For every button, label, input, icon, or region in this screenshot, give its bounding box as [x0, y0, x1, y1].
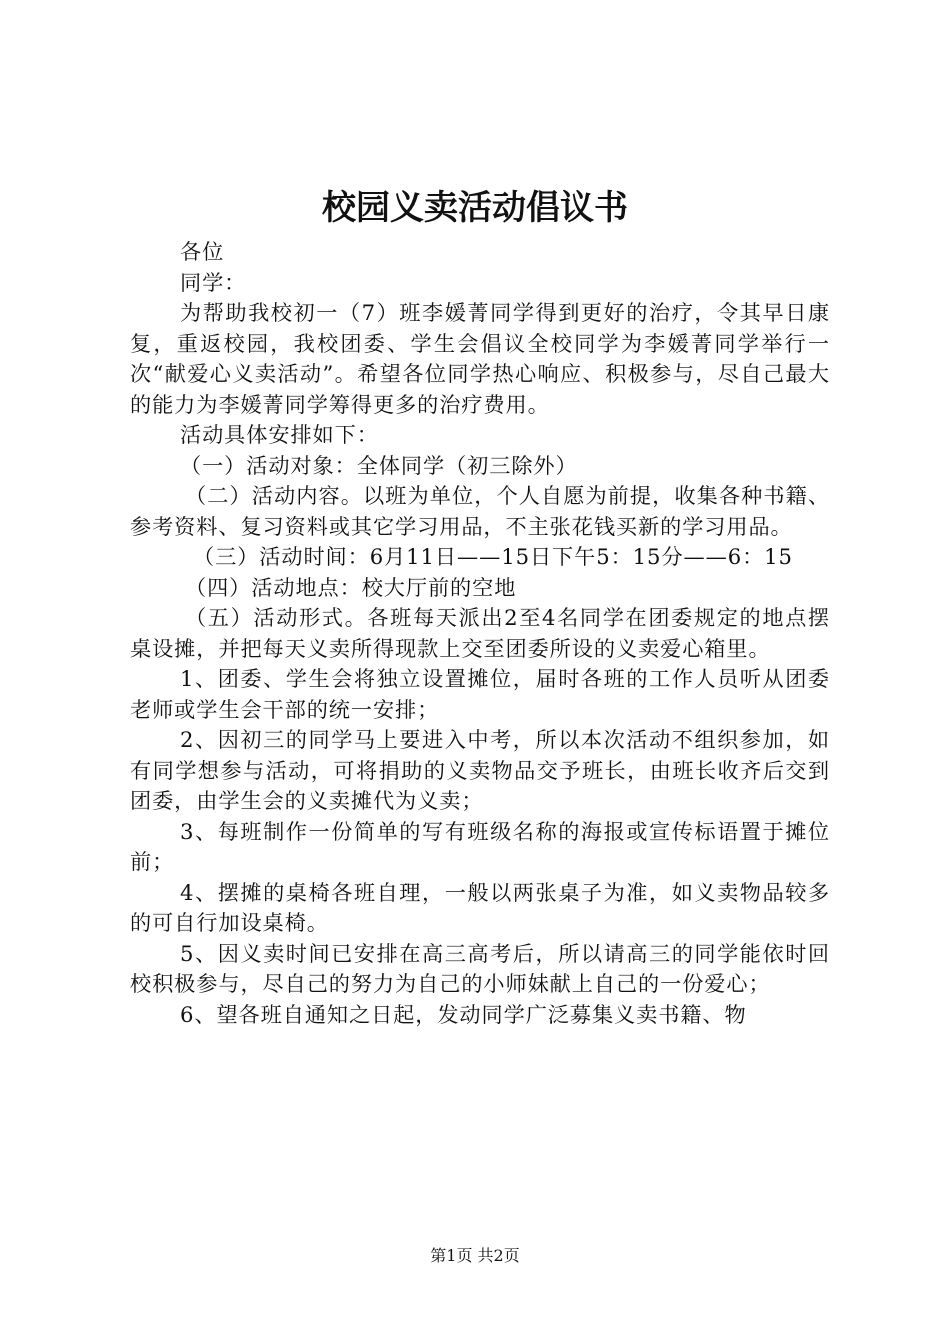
salutation-line-1: 各位: [180, 239, 225, 264]
document-body: [130, 237, 830, 1030]
rule-item-5: 5、因义卖时间已安排在高三高考后，所以请高三的同学能依时回校积极参与，尽自己的努力为自己的小师妹献上自己的一份爱心；: [130, 940, 830, 996]
rule-item-6: 6、望各班自通知之日起，发动同学广泛募集义卖书籍、物: [180, 1001, 747, 1027]
item-content: （二）活动内容。以班为单位，个人自愿为前提，收集各种书籍、参考资料、复习资料或其它学习用品，不主张花钱买新的学习用品。: [130, 483, 830, 539]
page-number-footer: 第1页 共2页: [430, 1246, 520, 1265]
document-title: 校园义卖活动倡议书: [322, 188, 628, 228]
rule-item-2: 2、因初三的同学马上要进入中考，所以本次活动不组织参加，如有同学想参与活动，可将捐助的义卖物品交予班长，由班长收齐后交到团委，由学生会的义卖摊代为义卖；: [130, 727, 830, 813]
intro-paragraph: 为帮助我校初一（7）班李媛菁同学得到更好的治疗，令其早日康复，重返校园，我校团委、学生会倡议全校同学为李媛菁同学举行一次“献爱心义卖活动”。希望各位同学热心响应、积极参与，尽自己最大的能力为李媛菁同学筹得更多的治疗费用。: [130, 300, 830, 417]
rule-item-3: 3、每班制作一份简单的写有班级名称的海报或宣传标语置于摊位前；: [130, 818, 830, 874]
rule-item-4: 4、摆摊的桌椅各班自理，一般以两张桌子为准，如义卖物品较多的可自行加设桌椅。: [130, 879, 830, 935]
item-time: （三）活动时间：6月11日——15日下午5：15分——6：15: [193, 544, 793, 569]
item-target: （一）活动对象：全体同学（初三除外）: [180, 452, 578, 478]
salutation-line-2: 同学：: [180, 269, 247, 295]
item-location: （四）活动地点：校大厅前的空地: [185, 574, 517, 600]
item-format: （五）活动形式。各班每天派出2至4名同学在团委规定的地点摆桌设摊，并把每天义卖所得现款上交至团委所设的义卖爱心箱里。: [130, 605, 830, 661]
rule-item-1: 1、团委、学生会将独立设置摊位，届时各班的工作人员听从团委老师或学生会干部的统一安排；: [130, 666, 830, 722]
arrangement-heading: 活动具体安排如下：: [180, 422, 379, 447]
